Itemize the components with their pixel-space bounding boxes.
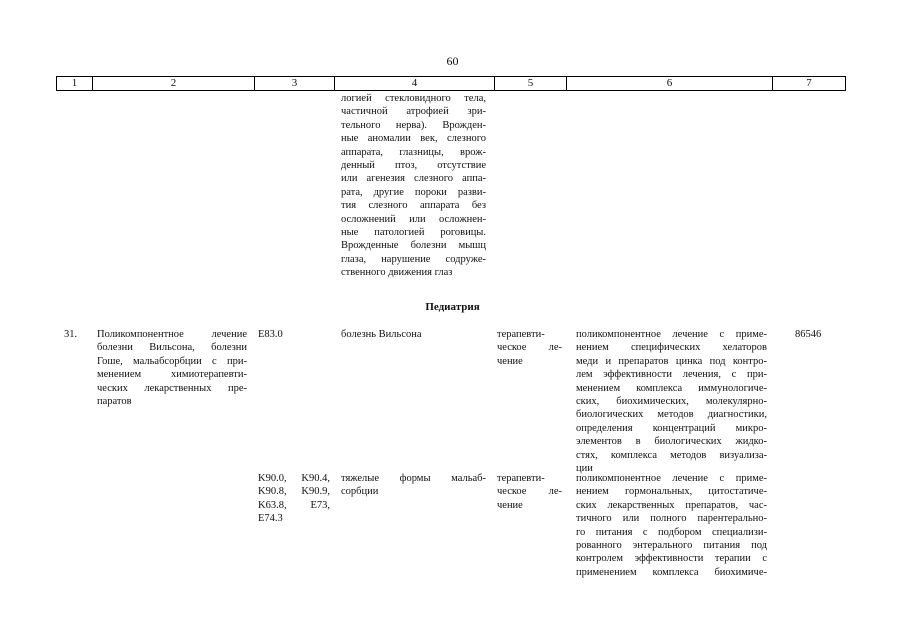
text-line: рата, другие пороки разви- [341,186,486,198]
text-line: или агенезия слезного аппа- [341,173,486,185]
text-line: K90.8, K90.9, [258,486,330,498]
text-line: ческое ле- [497,486,562,498]
text-line: определения концентраций микро- [576,422,767,434]
text-line: рованного энтерального питания под [576,540,767,552]
text-line: нением гормональных, цитостатиче- [576,486,767,498]
section-title: Педиатрия [425,301,480,313]
text-line: Поликомпонентное лечение [97,329,247,340]
column-header-4: 4 [334,76,494,90]
text-line: осложнений или осложнен- [341,213,486,225]
icd-codes [258,328,330,341]
text-line: ческих лекарственных пре- [97,382,247,394]
text-line: K63.8, E73, [258,499,330,511]
text-line: частичной атрофией зри- [341,106,486,118]
text-line: менением комплекса иммунологиче- [576,382,767,394]
treatment-method [576,472,767,579]
text-line: ских, биохимических, молекулярно- [576,396,767,408]
column-header-5: 5 [494,76,566,90]
text-line: тяжелые формы мальаб- [341,473,486,484]
text-line: сорбции [341,486,379,498]
treatment-method [576,328,767,475]
text-line: поликомпонентное лечение с приме- [576,473,767,484]
text-line: болезнь Вильсона [341,329,422,340]
text-line: чение [497,355,523,367]
continued-diagnosis-text [341,92,486,280]
text-line: E83.0 [258,329,283,340]
icd-codes [258,472,330,526]
text-line: меди и препаратов цинка под контро- [576,355,767,367]
text-line: лем эффективности лечения, с при- [576,369,767,381]
text-line: тельного нерва). Врожден- [341,119,486,131]
text-line: аппарата, глазницы, врож- [341,146,486,158]
header-bottom-rule [56,90,846,91]
price-value: 86546 [795,329,822,340]
text-line: поликомпонентное лечение с приме- [576,329,767,340]
page-number: 60 [446,54,459,68]
text-line: чение [497,499,523,511]
text-line: элементов в биологических жидко- [576,436,767,448]
text-line: терапевти- [497,473,545,484]
text-line: ческое ле- [497,342,562,354]
column-header-6: 6 [566,76,772,90]
text-line: ственного движения глаз [341,267,453,279]
treatment-type [497,328,562,368]
text-line: тия слезного аппарата без [341,200,486,212]
text-line: глаза, нарушение содруже- [341,253,486,265]
text-line: применением комплекса биохимиче- [576,566,767,578]
text-line: ные патологией роговицы. [341,227,486,239]
column-header-3: 3 [254,76,334,90]
text-line: логией стекловидного тела, [341,93,486,104]
text-line: терапевти- [497,329,545,340]
diagnosis [341,328,486,341]
text-line: E74.3 [258,513,283,525]
text-line: K90.0, K90.4, [258,473,330,484]
column-header-2: 2 [92,76,254,90]
text-line: денный птоз, отсутствие [341,160,486,172]
row-number: 31. [64,329,78,340]
text-line: ских лекарственных препаратов, час- [576,499,767,511]
text-line: контролем эффективности терапии с [576,553,767,565]
text-line: Врожденные болезни мышц [341,240,486,252]
text-line: Гоше, мальабсорбции с при- [97,355,247,367]
text-line: ции [576,463,593,475]
column-header-1: 1 [56,76,92,90]
text-line: болезни Вильсона, болезни [97,342,247,354]
text-line: ные аномалии век, слезного [341,133,486,145]
text-line: нением специфических хелаторов [576,342,767,354]
treatment-name [97,328,247,408]
treatment-type [497,472,562,512]
text-line: менением химиотерапевти- [97,369,247,381]
column-header-7: 7 [772,76,846,90]
text-line: паратов [97,396,132,408]
text-line: стях, комплекса методов визуализа- [576,449,767,461]
text-line: го питания с подбором специализи- [576,526,767,538]
diagnosis [341,472,486,499]
text-line: тичного или полного парентерально- [576,513,767,525]
text-line: биологических методов диагностики, [576,409,767,421]
